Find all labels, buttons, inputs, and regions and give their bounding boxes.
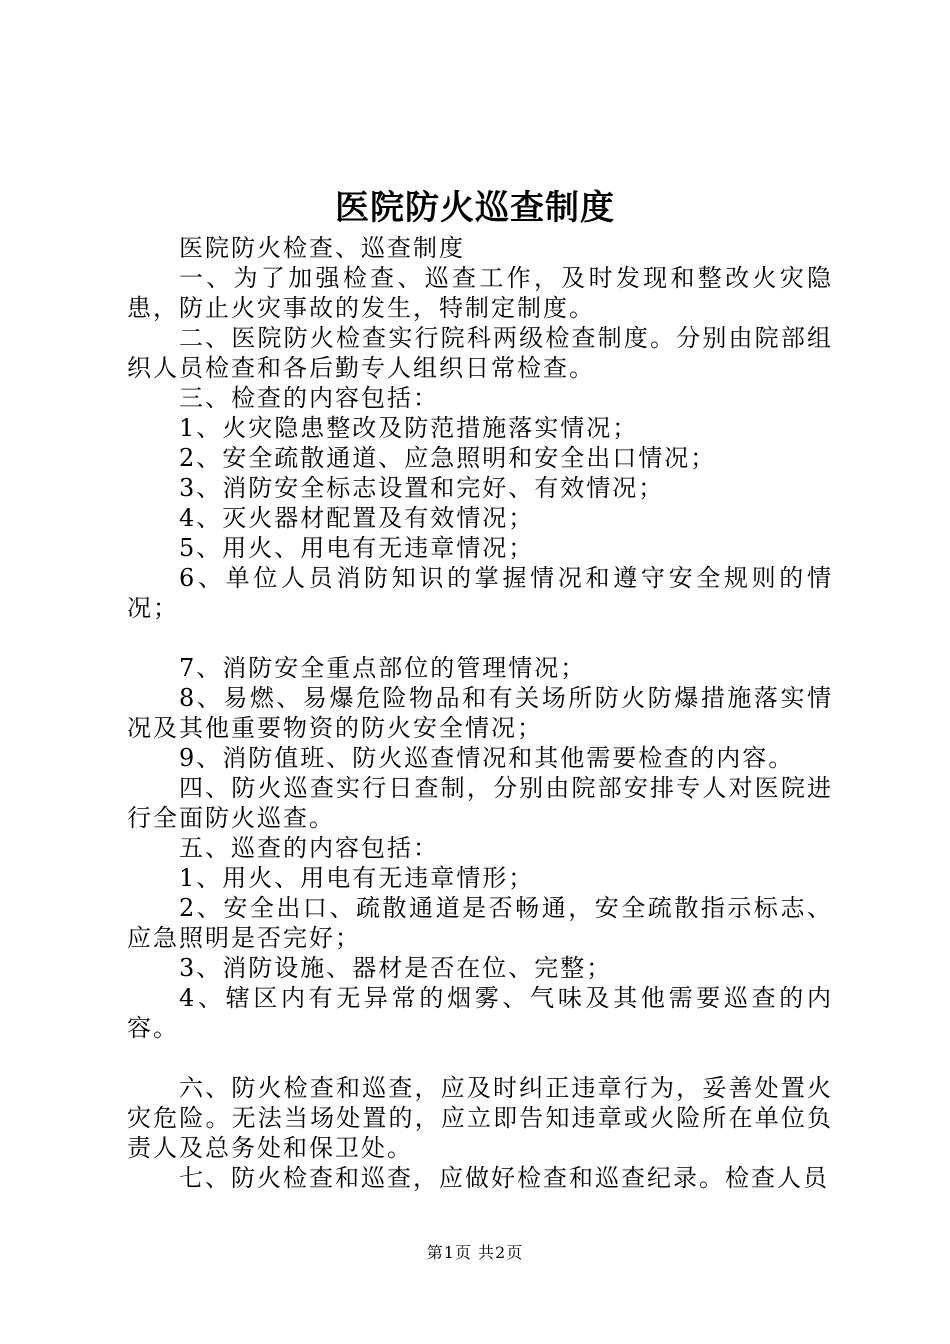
paragraph: 三、检查的内容包括： xyxy=(179,384,439,412)
list-item: 6、单位人员消防知识的掌握情况和遵守安全规则的情况； xyxy=(127,564,833,622)
page-number-footer: 第1页 共2页 xyxy=(426,1243,524,1262)
paragraph: 六、防火检查和巡查，应及时纠正违章行为，妥善处置火灾危险。无法当场处置的，应立即告知违章或火险所在单位负责人及总务处和保卫处。 xyxy=(127,1074,833,1162)
paragraph: 四、防火巡查实行日查制，分别由院部安排专人对医院进行全面防火巡查。 xyxy=(127,774,833,832)
list-item: 3、消防设施、器材是否在位、完整； xyxy=(179,954,613,982)
document-title: 医院防火巡查制度 xyxy=(335,188,615,228)
list-item: 1、火灾隐患整改及防范措施落实情况； xyxy=(179,414,639,442)
list-item: 9、消防值班、防火巡查情况和其他需要检查的内容。 xyxy=(179,744,795,772)
document-body xyxy=(127,233,833,1193)
list-item: 2、安全疏散通道、应急照明和安全出口情况； xyxy=(179,444,717,472)
list-item: 4、灭火器材配置及有效情况； xyxy=(179,504,535,532)
list-item: 1、用火、用电有无违章情形； xyxy=(179,864,535,892)
list-item: 8、易燃、易爆危险物品和有关场所防火防爆措施落实情况及其他重要物资的防火安全情况； xyxy=(127,684,833,742)
list-item: 4、辖区内有无异常的烟雾、气味及其他需要巡查的内容。 xyxy=(127,984,833,1042)
list-item: 5、用火、用电有无违章情况； xyxy=(179,534,535,562)
paragraph: 医院防火检查、巡查制度 xyxy=(179,234,465,262)
paragraph: 一、为了加强检查、巡查工作，及时发现和整改火灾隐患，防止火灾事故的发生，特制定制度。 xyxy=(127,264,833,322)
paragraph: 五、巡查的内容包括： xyxy=(179,834,439,862)
paragraph: 七、防火检查和巡查，应做好检查和巡查纪录。检查人员 xyxy=(179,1164,829,1192)
list-item: 2、安全出口、疏散通道是否畅通，安全疏散指示标志、应急照明是否完好； xyxy=(127,894,833,952)
paragraph: 二、医院防火检查实行院科两级检查制度。分别由院部组织人员检查和各后勤专人组织日常检查。 xyxy=(127,324,833,382)
list-item: 3、消防安全标志设置和完好、有效情况； xyxy=(179,474,665,502)
list-item: 7、消防安全重点部位的管理情况； xyxy=(179,654,587,682)
